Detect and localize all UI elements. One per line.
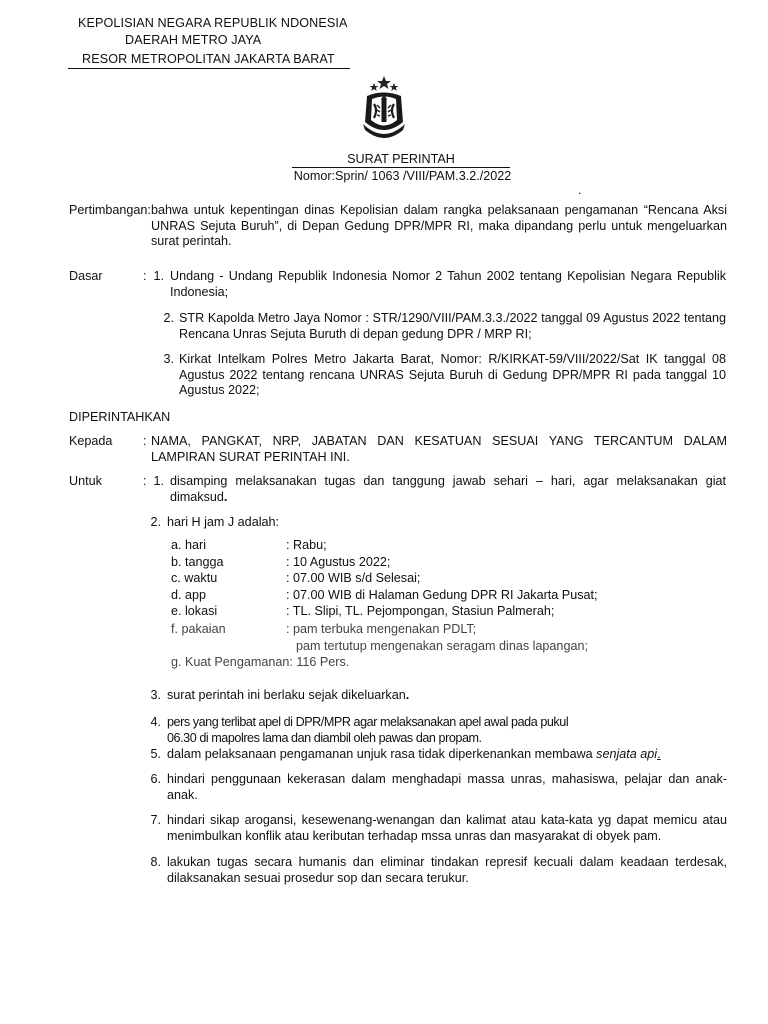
untuk-item-8-number: 8. [150, 855, 161, 869]
stray-dot: . [578, 183, 582, 197]
kepada-colon: : [143, 434, 147, 448]
dasar-item-2-number: 2. [163, 311, 174, 325]
untuk-item-7-text: hindari sikap arogansi, kesewenang-wenangan dan kalimat atau kata-kata yg dapat memicu atau menimbulkan konflik atau keributan terhadap mssa unras dan masyarakat di obyek pam. [167, 813, 727, 843]
detail-key-lokasi: e. lokasi [171, 604, 218, 618]
untuk-item-3-body: surat perintah ini berlaku sejak dikeluarkan [167, 688, 406, 702]
diperintahkan-heading: DIPERINTAHKAN [69, 410, 171, 424]
title-underline [292, 167, 510, 168]
detail-key-hari: a. hari [171, 538, 207, 552]
dasar-item-2-text: STR Kapolda Metro Jaya Nomor : STR/1290/VIII/PAM.3.3./2022 tanggal 09 Agustus 2022 tentang Rencana Unras Sejuta Buruth di depan gedung DPR / MRP RI; [179, 311, 726, 341]
dasar-item-3-text: Kirkat Intelkam Polres Metro Jakarta Barat, Nomor: R/KIRKAT-59/VIII/2022/Sat IK tanggal 08 Agustus 2022 tentang rencana UNRAS Sejuta Buruh di Gedung DPR/MPR RI pada tanggal 10 Agustus 2022; [179, 352, 726, 397]
dasar-item-1-text: Undang - Undang Republik Indonesia Nomor 2 Tahun 2002 tentang Kepolisian Negara Republik Indonesia; [170, 269, 726, 299]
detail-key-waktu: c. waktu [171, 571, 218, 585]
detail-key-app: d. app [171, 588, 207, 602]
untuk-item-7-number: 7. [150, 813, 161, 827]
detail-value-waktu: : 07.00 WIB s/d Selesai; [286, 571, 421, 585]
untuk-item-1-end: . [223, 489, 228, 504]
untuk-item-1-body: disamping melaksanakan tugas dan tanggung jawab sehari – hari, agar melaksanakan giat dimaksud [170, 474, 726, 504]
untuk-label: Untuk [69, 474, 102, 488]
untuk-item-1-number: 1. [153, 474, 164, 488]
letter-number: Nomor:Sprin/ 1063 /VIII/PAM.3.2./2022 [293, 169, 512, 183]
untuk-item-1-text [170, 474, 726, 505]
detail-key-pakaian: f. pakaian [171, 622, 226, 636]
untuk-item-2-text: hari H jam J adalah: [167, 515, 279, 529]
letter-title [292, 152, 510, 168]
untuk-item-6-text: hindari penggunaan kekerasan dalam menghadapi massa unras, mahasiswa, pelajar dan anak-anak. [167, 772, 727, 802]
header-line-1: KEPOLISIAN NEGARA REPUBLIK NDONESIA [78, 16, 348, 30]
header-line-2: DAERAH METRO JAYA [125, 33, 262, 47]
detail-value-hari: : Rabu; [286, 538, 327, 552]
untuk-item-3-end: . [405, 688, 410, 702]
detail-key-tanggal: b. tangga [171, 555, 224, 569]
dasar-item-1-number: 1. [153, 269, 164, 283]
kepada-text: NAMA, PANGKAT, NRP, JABATAN DAN KESATUAN SESUAI YANG TERCANTUM DALAM LAMPIRAN SURAT PERINTAH INI. [151, 434, 727, 464]
detail-value-pakaian-2: pam tertutup mengenakan seragam dinas lapangan; [296, 639, 588, 653]
detail-value-tanggal: : 10 Agustus 2022; [286, 555, 391, 569]
untuk-item-3-number: 3. [150, 688, 161, 702]
untuk-colon: : [143, 474, 147, 488]
untuk-item-4-number: 4. [150, 715, 161, 729]
dasar-label: Dasar [69, 269, 103, 283]
untuk-item-5-number: 5. [150, 747, 161, 761]
kepada-label: Kepada [69, 434, 113, 448]
detail-kuat-pengamanan: g. Kuat Pengamanan: 116 Pers. [171, 655, 350, 669]
untuk-item-4-text: pers yang terlibat apel di DPR/MPR agar melaksanakan apel awal pada pukul 06.30 di mapolres lama dan diambil oleh pawas dan propam. [167, 715, 569, 745]
header-underline [68, 68, 350, 69]
detail-value-pakaian: : pam terbuka mengenakan PDLT; [286, 622, 477, 636]
detail-value-app: : 07.00 WIB di Halaman Gedung DPR RI Jakarta Pusat; [286, 588, 598, 602]
untuk-item-5-text [167, 747, 661, 763]
pertimbangan-text: bahwa untuk kepentingan dinas Kepolisian dalam rangka pelaksanaan pengamanan “Rencana Aksi UNRAS Sejuta Buruh”, di Depan Gedung DPR/MPR RI, maka dipandang perlu untuk mengeluarkan surat perintah. [151, 203, 727, 248]
pertimbangan-label: Pertimbangan: [69, 203, 151, 217]
untuk-item-2-number: 2. [150, 515, 161, 529]
untuk-item-5-italic: senjata api [596, 747, 658, 761]
untuk-item-3-text [167, 688, 409, 704]
untuk-item-6-number: 6. [150, 772, 161, 786]
polri-emblem-icon [357, 74, 411, 144]
untuk-item-8-text: lakukan tugas secara humanis dan eliminar tindakan represif kecuali dalam keadaan terdesak, dilaksanakan sesuai prosedur sop dan secara terukur. [167, 855, 727, 885]
letter-title-text: SURAT PERINTAH [347, 152, 455, 166]
dasar-colon: : [143, 269, 147, 283]
detail-value-lokasi: : TL. Slipi, TL. Pejompongan, Stasiun Palmerah; [286, 604, 555, 618]
header-line-3: RESOR METROPOLITAN JAKARTA BARAT [82, 52, 335, 66]
untuk-item-5-end: . [657, 747, 661, 761]
untuk-item-5-body: dalam pelaksanaan pengamanan unjuk rasa tidak diperkenankan membawa [167, 747, 597, 761]
dasar-item-3-number: 3. [163, 352, 174, 366]
